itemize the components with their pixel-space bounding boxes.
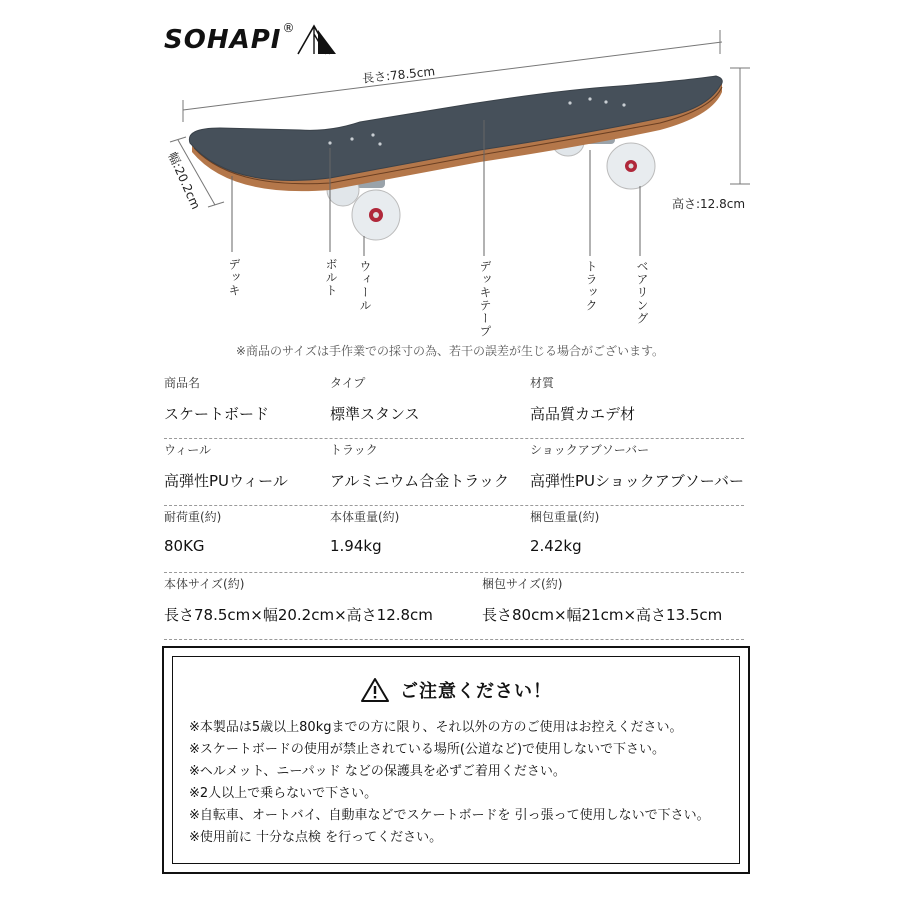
spec-label: ショックアブソーバー (530, 443, 650, 457)
registered-mark: ® (282, 21, 295, 35)
length-label: 長さ:78.5cm (361, 64, 436, 86)
spec-row (164, 573, 744, 640)
spec-label: トラック (330, 443, 378, 457)
warning-header (173, 677, 739, 703)
warning-inner-frame (172, 656, 740, 864)
spec-cell-load-capacity (164, 506, 221, 555)
size-disclaimer: ※商品のサイズは手作業での採寸の為、若干の誤差が生じる場合がございます。 (235, 344, 665, 358)
part-label-deck-tape: デッキテープ (478, 260, 492, 338)
spec-label: 本体サイズ(約) (164, 577, 245, 591)
warning-line: ※自転車、オートバイ、自動車などでスケートボードを 引っ張って使用しないで下さい。 (189, 808, 710, 823)
spec-value: 長さ78.5cm×幅20.2cm×高さ12.8cm (164, 606, 433, 624)
warning-box (162, 646, 750, 874)
warning-list (189, 717, 710, 849)
spec-table (164, 372, 744, 640)
spec-value: 2.42kg (530, 537, 582, 555)
spec-value: 高弾性PUショックアブソーバー (530, 472, 744, 490)
spec-label: 商品名 (164, 376, 201, 390)
spec-label: タイプ (330, 376, 366, 390)
spec-label: 本体重量(約) (330, 510, 400, 524)
spec-row (164, 439, 744, 506)
spec-value: 80KG (164, 537, 205, 555)
warning-line: ※2人以上で乗らないで下さい。 (189, 786, 378, 801)
warning-title: ご注意ください！ (400, 681, 552, 702)
spec-value: 高弾性PUウィール (164, 472, 288, 490)
warning-line: ※ヘルメット、ニーパッド などの保護具を必ずご着用ください。 (189, 764, 566, 779)
part-label-bearing: ベアリング (635, 260, 649, 325)
spec-label: 耐荷重(約) (164, 510, 222, 524)
spec-cell-package-size (482, 573, 722, 625)
spec-value: 1.94kg (330, 537, 382, 555)
spec-label: 材質 (530, 376, 555, 390)
spec-cell-body-weight (330, 506, 399, 555)
spec-label: ウィール (164, 443, 212, 457)
spec-label: 梱包重量(約) (530, 510, 600, 524)
spec-label: 梱包サイズ(約) (482, 577, 563, 591)
part-label-truck: トラック (584, 260, 598, 312)
warning-line: ※使用前に 十分な点検 を行ってください。 (189, 830, 443, 845)
skateboard-illustration (0, 0, 900, 340)
spec-cell-product-name (164, 372, 269, 424)
part-label-deck: デッキ (227, 258, 241, 297)
warning-line: ※本製品は5歳以上80kgまでの方に限り、それ以外の方のご使用はお控えください。 (189, 720, 683, 735)
height-label: 高さ:12.8cm (672, 197, 746, 211)
warning-line: ※スケートボードの使用が禁止されている場所(公道など)で使用しないで下さい。 (189, 742, 666, 757)
spec-value: 標準スタンス (330, 405, 420, 423)
spec-cell-package-weight (530, 506, 599, 555)
spec-cell-wheel (164, 439, 288, 491)
spec-row (164, 506, 744, 573)
spec-value: アルミニウム合金トラック (330, 472, 509, 490)
spec-value: 高品質カエデ材 (530, 405, 636, 423)
spec-cell-truck (330, 439, 509, 491)
part-label-wheel: ウィール (358, 260, 372, 312)
height-dimension-line (730, 68, 750, 184)
warning-triangle-icon (360, 677, 390, 703)
spec-cell-shock-absorber (530, 439, 744, 491)
part-label-bolt: ボルト (324, 258, 338, 297)
brand-name: SOHAPI (164, 25, 282, 55)
spec-cell-material (530, 372, 635, 424)
spec-value: スケートボード (164, 405, 270, 423)
spec-cell-type (330, 372, 420, 424)
spec-row (164, 372, 744, 439)
width-label: 幅:20.2cm (165, 149, 203, 212)
spec-cell-body-size (164, 573, 433, 625)
spec-value: 長さ80cm×幅21cm×高さ13.5cm (482, 606, 723, 624)
